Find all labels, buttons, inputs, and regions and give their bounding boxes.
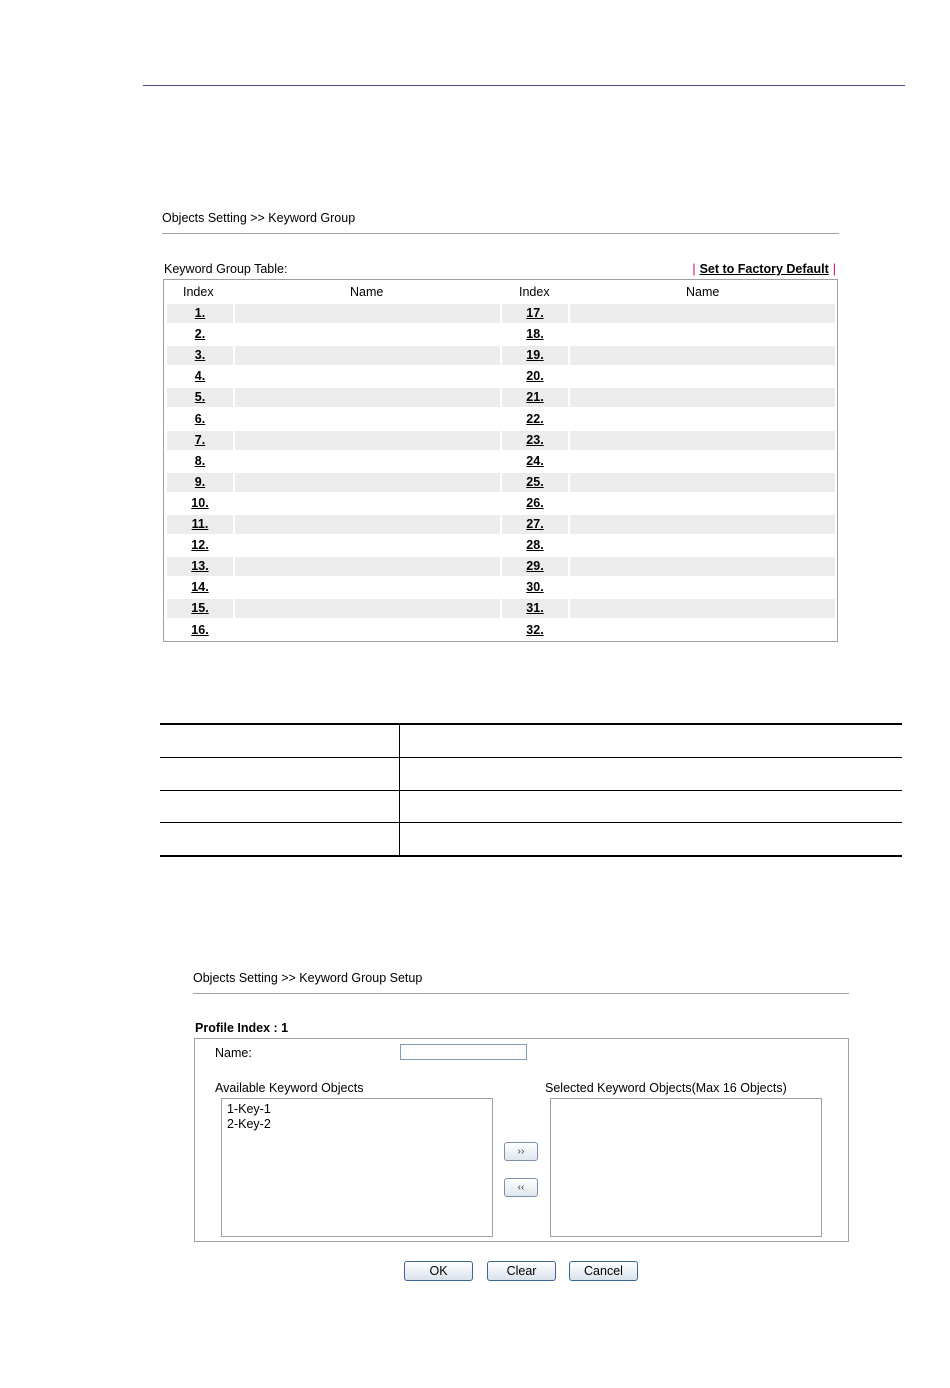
table-row <box>164 431 837 450</box>
table-row <box>164 599 837 618</box>
name-cell <box>235 473 500 492</box>
table-top-border <box>160 723 902 725</box>
column-header-name-right: Name <box>686 285 720 299</box>
table-row <box>164 346 837 365</box>
pipe-separator: | <box>692 262 696 276</box>
clear-button[interactable]: Clear <box>487 1261 556 1281</box>
table-row <box>164 621 837 640</box>
index-link[interactable]: 30. <box>526 580 544 595</box>
index-link[interactable]: 24. <box>526 453 544 468</box>
table-row <box>164 367 837 386</box>
name-cell <box>570 346 835 365</box>
table-row <box>164 325 837 344</box>
table-row-divider <box>160 790 902 791</box>
table-bottom-border <box>160 855 902 857</box>
table-column-divider <box>399 723 400 857</box>
name-cell <box>570 536 835 555</box>
index-link[interactable]: 1. <box>167 304 233 323</box>
table-row <box>164 494 837 513</box>
title-divider <box>193 993 849 994</box>
name-cell <box>570 452 835 471</box>
index-link[interactable]: 12. <box>191 538 209 553</box>
name-cell <box>235 452 500 471</box>
remove-from-selected-button[interactable]: ‹‹ <box>504 1178 538 1197</box>
index-link[interactable]: 4. <box>194 369 206 384</box>
table-row <box>164 452 837 471</box>
index-link[interactable]: 27. <box>502 515 568 534</box>
list-item[interactable]: 2-Key-2 <box>227 1117 271 1131</box>
index-link[interactable]: 17. <box>502 304 568 323</box>
index-link[interactable]: 31. <box>502 599 568 618</box>
name-label: Name: <box>215 1046 252 1060</box>
name-cell <box>570 473 835 492</box>
index-link[interactable]: 10. <box>191 495 209 510</box>
available-keyword-objects-label: Available Keyword Objects <box>215 1081 364 1095</box>
name-input[interactable] <box>400 1044 527 1060</box>
table-row <box>164 515 837 534</box>
table-row <box>164 410 837 429</box>
list-item[interactable]: 1-Key-1 <box>227 1102 271 1116</box>
table-row <box>164 304 837 323</box>
name-cell <box>570 494 835 513</box>
keyword-group-table <box>163 279 838 642</box>
name-cell <box>235 599 500 618</box>
keyword-group-table-label: Keyword Group Table: <box>164 262 288 276</box>
name-cell <box>235 494 500 513</box>
name-cell <box>235 536 500 555</box>
page-header-rule <box>143 85 905 86</box>
cancel-button[interactable]: Cancel <box>569 1261 638 1281</box>
index-link[interactable]: 6. <box>194 411 206 426</box>
keyword-group-title: Objects Setting >> Keyword Group <box>162 211 356 225</box>
name-cell <box>235 304 500 323</box>
name-cell <box>570 410 835 429</box>
name-cell <box>570 557 835 576</box>
index-link[interactable]: 2. <box>194 327 206 342</box>
table-row <box>164 536 837 555</box>
index-link[interactable]: 7. <box>167 431 233 450</box>
set-to-factory-default-link[interactable]: Set to Factory Default <box>699 262 829 276</box>
name-cell <box>235 515 500 534</box>
index-link[interactable]: 13. <box>167 557 233 576</box>
index-link[interactable]: 25. <box>502 473 568 492</box>
table-row-divider <box>160 757 902 758</box>
table-row <box>164 388 837 407</box>
name-cell <box>235 388 500 407</box>
index-link[interactable]: 23. <box>502 431 568 450</box>
keyword-group-setup-title: Objects Setting >> Keyword Group Setup <box>193 971 423 985</box>
keyword-group-setup-form <box>194 1038 849 1242</box>
index-link[interactable]: 22. <box>526 411 544 426</box>
name-cell <box>235 621 500 640</box>
column-header-index-right: Index <box>519 285 550 299</box>
index-link[interactable]: 11. <box>167 515 233 534</box>
index-link[interactable]: 26. <box>526 495 544 510</box>
name-cell <box>570 578 835 597</box>
name-cell <box>235 410 500 429</box>
index-link[interactable]: 21. <box>502 388 568 407</box>
index-link[interactable]: 16. <box>191 622 209 637</box>
index-link[interactable]: 8. <box>194 453 206 468</box>
table-row <box>164 557 837 576</box>
table-row <box>164 473 837 492</box>
name-cell <box>235 346 500 365</box>
name-cell <box>570 515 835 534</box>
pipe-separator: | <box>832 262 836 276</box>
name-cell <box>235 431 500 450</box>
add-to-selected-button[interactable]: ›› <box>504 1142 538 1161</box>
description-table <box>160 723 902 858</box>
index-link[interactable]: 9. <box>167 473 233 492</box>
table-row-divider <box>160 822 902 823</box>
name-cell <box>235 578 500 597</box>
name-cell <box>570 599 835 618</box>
name-cell <box>570 325 835 344</box>
index-link[interactable]: 28. <box>526 538 544 553</box>
available-keyword-objects-list[interactable] <box>221 1098 493 1237</box>
index-link[interactable]: 19. <box>502 346 568 365</box>
selected-keyword-objects-list[interactable] <box>550 1098 822 1237</box>
name-cell <box>570 367 835 386</box>
name-cell <box>235 557 500 576</box>
index-link[interactable]: 20. <box>526 369 544 384</box>
index-link[interactable]: 15. <box>167 599 233 618</box>
column-header-index-left: Index <box>183 285 214 299</box>
factory-default-wrap <box>688 262 836 276</box>
index-link[interactable]: 32. <box>526 622 544 637</box>
name-cell <box>235 367 500 386</box>
title-divider <box>162 233 839 234</box>
name-cell <box>570 621 835 640</box>
column-header-name-left: Name <box>350 285 384 299</box>
ok-button[interactable]: OK <box>404 1261 473 1281</box>
index-link[interactable]: 29. <box>502 557 568 576</box>
selected-keyword-objects-label: Selected Keyword Objects(Max 16 Objects) <box>545 1081 787 1095</box>
name-cell <box>235 325 500 344</box>
name-cell <box>570 431 835 450</box>
profile-index-label: Profile Index : 1 <box>195 1021 289 1035</box>
index-link[interactable]: 5. <box>167 388 233 407</box>
index-link[interactable]: 18. <box>526 327 544 342</box>
table-row <box>164 578 837 597</box>
name-cell <box>570 304 835 323</box>
index-link[interactable]: 3. <box>167 346 233 365</box>
name-cell <box>570 388 835 407</box>
index-link[interactable]: 14. <box>191 580 209 595</box>
